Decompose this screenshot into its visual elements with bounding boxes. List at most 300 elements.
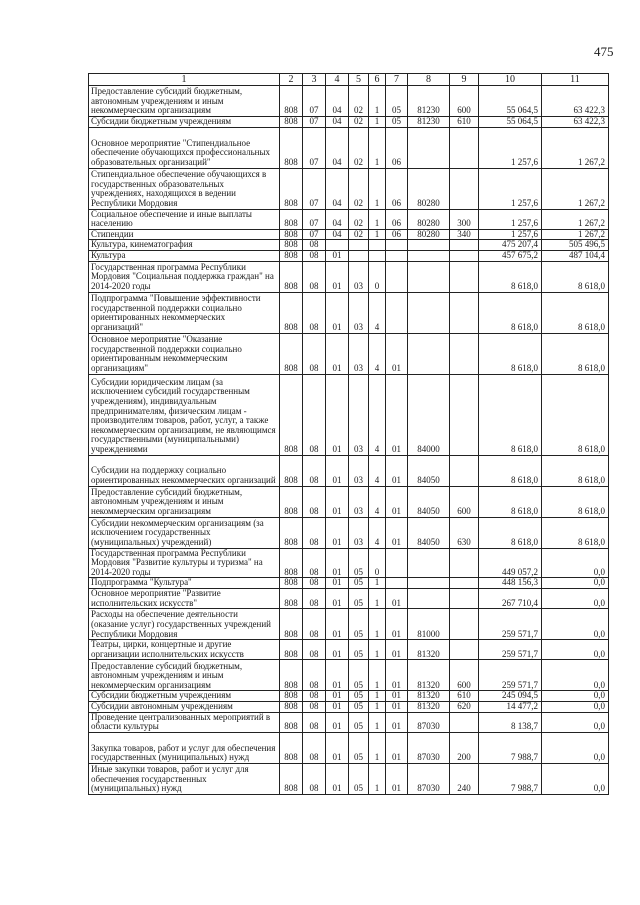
code-cell (386, 578, 408, 589)
amount-cell: 8 618,0 (542, 333, 609, 374)
code-cell: 04 (326, 209, 349, 229)
amount-cell: 475 207,4 (479, 240, 542, 251)
code-cell: 808 (280, 712, 303, 732)
code-cell (450, 127, 479, 168)
code-cell: 01 (326, 588, 349, 608)
amount-cell: 8 618,0 (479, 374, 542, 455)
code-cell: 07 (303, 209, 326, 229)
code-cell: 08 (303, 250, 326, 261)
code-cell: 08 (303, 486, 326, 517)
row-name-cell: Закупка товаров, работ и услуг для обеспечения государственных (муниципальных) нужд (89, 732, 280, 763)
code-cell: 1 (369, 763, 386, 794)
code-cell: 01 (326, 292, 349, 333)
code-cell (450, 374, 479, 455)
table-row (89, 374, 609, 455)
code-cell: 02 (349, 168, 369, 209)
table-row (89, 168, 609, 209)
code-cell (450, 712, 479, 732)
code-cell (450, 168, 479, 209)
code-cell: 07 (303, 229, 326, 240)
code-cell: 600 (450, 486, 479, 517)
table-row (89, 660, 609, 691)
code-cell: 0 (369, 548, 386, 578)
amount-cell: 1 267,2 (542, 168, 609, 209)
amount-cell: 1 257,6 (479, 127, 542, 168)
amount-cell: 0,0 (542, 691, 609, 702)
amount-cell: 8 618,0 (479, 455, 542, 486)
code-cell: 610 (450, 117, 479, 128)
code-cell: 87030 (408, 712, 450, 732)
amount-cell: 55 064,5 (479, 86, 542, 117)
code-cell (408, 588, 450, 608)
code-cell (386, 292, 408, 333)
code-cell: 610 (450, 691, 479, 702)
code-cell: 05 (349, 691, 369, 702)
code-cell: 08 (303, 732, 326, 763)
table-row (89, 117, 609, 128)
amount-cell: 8 618,0 (542, 261, 609, 292)
table-row (89, 712, 609, 732)
amount-cell: 0,0 (542, 640, 609, 660)
table-row (89, 548, 609, 578)
row-name-cell: Субсидии бюджетным учреждениям (89, 691, 280, 702)
row-name-cell: Предоставление субсидий бюджетным, автономным учреждениям и иным некоммерческим организациям (89, 660, 280, 691)
code-cell (408, 250, 450, 261)
code-cell: 01 (386, 486, 408, 517)
code-cell: 03 (349, 517, 369, 548)
code-cell (408, 578, 450, 589)
code-cell (450, 333, 479, 374)
code-cell: 808 (280, 333, 303, 374)
amount-cell: 8 138,7 (479, 712, 542, 732)
row-name-cell: Субсидии автономным учреждениям (89, 701, 280, 712)
amount-cell: 8 618,0 (542, 292, 609, 333)
row-name-cell: Стипендиальное обеспечение обучающихся в государственных образовательных учреждениях, находящихся в ведении Республики Мордовия (89, 168, 280, 209)
code-cell (349, 240, 369, 251)
code-cell: 84000 (408, 374, 450, 455)
code-cell: 05 (386, 86, 408, 117)
amount-cell: 0,0 (542, 588, 609, 608)
code-cell: 08 (303, 374, 326, 455)
row-name-cell: Культура (89, 250, 280, 261)
row-name-cell: Основное мероприятие "Развитие исполнительских искусств" (89, 588, 280, 608)
code-cell: 03 (349, 455, 369, 486)
code-cell: 06 (386, 168, 408, 209)
code-cell: 02 (349, 229, 369, 240)
code-cell: 08 (303, 763, 326, 794)
code-cell: 06 (386, 127, 408, 168)
code-cell: 1 (369, 168, 386, 209)
amount-cell: 7 988,7 (479, 732, 542, 763)
code-cell: 01 (326, 517, 349, 548)
amount-cell: 55 064,5 (479, 117, 542, 128)
code-cell: 808 (280, 486, 303, 517)
code-cell: 08 (303, 333, 326, 374)
code-cell: 80280 (408, 209, 450, 229)
code-cell: 02 (349, 127, 369, 168)
code-cell: 81000 (408, 609, 450, 640)
code-cell: 808 (280, 168, 303, 209)
code-cell: 01 (326, 455, 349, 486)
code-cell: 81320 (408, 640, 450, 660)
header-cell: 2 (280, 74, 303, 86)
code-cell (326, 240, 349, 251)
code-cell: 01 (326, 691, 349, 702)
code-cell: 0 (369, 261, 386, 292)
budget-table (88, 73, 609, 795)
amount-cell: 8 618,0 (479, 261, 542, 292)
code-cell: 01 (326, 763, 349, 794)
code-cell: 81230 (408, 86, 450, 117)
amount-cell: 8 618,0 (542, 455, 609, 486)
header-cell: 5 (349, 74, 369, 86)
header-cell: 4 (326, 74, 349, 86)
code-cell: 04 (326, 229, 349, 240)
amount-cell: 8 618,0 (479, 517, 542, 548)
amount-cell: 8 618,0 (479, 486, 542, 517)
amount-cell: 457 675,2 (479, 250, 542, 261)
amount-cell: 7 988,7 (479, 763, 542, 794)
amount-cell: 0,0 (542, 712, 609, 732)
code-cell: 808 (280, 292, 303, 333)
table-row (89, 250, 609, 261)
table-row (89, 240, 609, 251)
table-row (89, 333, 609, 374)
table-row (89, 691, 609, 702)
code-cell: 808 (280, 578, 303, 589)
code-cell: 05 (349, 609, 369, 640)
row-name-cell: Стипендии (89, 229, 280, 240)
code-cell: 4 (369, 455, 386, 486)
code-cell: 01 (386, 333, 408, 374)
row-name-cell: Субсидии некоммерческим организациям (за исключением государственных (муниципальных) учреждений) (89, 517, 280, 548)
amount-cell: 487 104,4 (542, 250, 609, 261)
row-name-cell: Основное мероприятие "Стипендиальное обеспечение обучающихся профессиональных образовательных организаций" (89, 127, 280, 168)
code-cell (450, 240, 479, 251)
amount-cell: 1 267,2 (542, 229, 609, 240)
amount-cell: 449 057,2 (479, 548, 542, 578)
row-name-cell: Подпрограмма "Культура" (89, 578, 280, 589)
code-cell: 08 (303, 578, 326, 589)
row-name-cell: Театры, цирки, концертные и другие организации исполнительских искусств (89, 640, 280, 660)
code-cell (450, 455, 479, 486)
code-cell: 1 (369, 127, 386, 168)
code-cell: 03 (349, 261, 369, 292)
table-row (89, 701, 609, 712)
amount-cell: 1 257,6 (479, 229, 542, 240)
code-cell: 03 (349, 333, 369, 374)
amount-cell: 1 257,6 (479, 209, 542, 229)
code-cell: 08 (303, 240, 326, 251)
code-cell: 01 (386, 640, 408, 660)
code-cell: 02 (349, 86, 369, 117)
code-cell (450, 640, 479, 660)
code-cell: 84050 (408, 517, 450, 548)
table-row (89, 86, 609, 117)
code-cell (450, 609, 479, 640)
code-cell: 1 (369, 732, 386, 763)
code-cell: 80280 (408, 168, 450, 209)
code-cell: 03 (349, 292, 369, 333)
code-cell (408, 127, 450, 168)
amount-cell: 1 257,6 (479, 168, 542, 209)
code-cell (386, 261, 408, 292)
code-cell: 08 (303, 701, 326, 712)
row-name-cell: Проведение централизованных мероприятий в области культуры (89, 712, 280, 732)
code-cell: 1 (369, 640, 386, 660)
code-cell: 808 (280, 240, 303, 251)
code-cell: 01 (386, 660, 408, 691)
code-cell: 01 (326, 261, 349, 292)
code-cell: 08 (303, 691, 326, 702)
code-cell (450, 548, 479, 578)
table-row (89, 127, 609, 168)
code-cell: 808 (280, 609, 303, 640)
code-cell: 1 (369, 660, 386, 691)
code-cell: 06 (386, 229, 408, 240)
code-cell: 4 (369, 374, 386, 455)
code-cell: 08 (303, 609, 326, 640)
code-cell: 01 (386, 517, 408, 548)
code-cell: 240 (450, 763, 479, 794)
code-cell: 4 (369, 486, 386, 517)
code-cell: 04 (326, 117, 349, 128)
code-cell: 1 (369, 86, 386, 117)
code-cell (450, 578, 479, 589)
code-cell: 600 (450, 660, 479, 691)
code-cell: 01 (326, 660, 349, 691)
code-cell: 08 (303, 588, 326, 608)
amount-cell: 448 156,3 (479, 578, 542, 589)
code-cell: 808 (280, 86, 303, 117)
code-cell: 1 (369, 117, 386, 128)
code-cell (408, 548, 450, 578)
header-cell: 1 (89, 74, 280, 86)
page-number: 475 (594, 44, 614, 59)
code-cell: 808 (280, 229, 303, 240)
code-cell: 07 (303, 86, 326, 117)
code-cell: 200 (450, 732, 479, 763)
code-cell: 808 (280, 640, 303, 660)
code-cell: 01 (326, 374, 349, 455)
code-cell: 03 (349, 374, 369, 455)
table-row (89, 486, 609, 517)
code-cell: 01 (386, 732, 408, 763)
row-name-cell: Иные закупки товаров, работ и услуг для обеспечения государственных (муниципальных) нужд (89, 763, 280, 794)
code-cell (408, 240, 450, 251)
row-name-cell: Субсидии юридическим лицам (за исключением субсидий государственным учреждениям), индивидуальным предпринимателям, физическим лицам - производителям товаров, работ, услуг, а также некоммерческим организациям, не являющимся государственными (муниципальными) учреждениями (89, 374, 280, 455)
amount-cell: 8 618,0 (542, 486, 609, 517)
code-cell: 808 (280, 517, 303, 548)
code-cell: 620 (450, 701, 479, 712)
row-name-cell: Государственная программа Республики Мордовия "Развитие культуры и туризма" на 2014-2020 годы (89, 548, 280, 578)
table-row (89, 292, 609, 333)
amount-cell: 0,0 (542, 732, 609, 763)
code-cell: 05 (349, 588, 369, 608)
code-cell (369, 250, 386, 261)
code-cell: 1 (369, 209, 386, 229)
code-cell: 01 (326, 609, 349, 640)
code-cell: 01 (326, 578, 349, 589)
code-cell: 01 (326, 548, 349, 578)
code-cell: 808 (280, 701, 303, 712)
code-cell (408, 261, 450, 292)
amount-cell: 0,0 (542, 609, 609, 640)
code-cell: 07 (303, 117, 326, 128)
code-cell: 04 (326, 86, 349, 117)
code-cell: 02 (349, 117, 369, 128)
code-cell: 06 (386, 209, 408, 229)
code-cell: 4 (369, 292, 386, 333)
code-cell: 03 (349, 486, 369, 517)
code-cell: 80280 (408, 229, 450, 240)
header-cell: 11 (542, 74, 609, 86)
header-cell: 6 (369, 74, 386, 86)
table-row (89, 763, 609, 794)
code-cell: 07 (303, 168, 326, 209)
amount-cell: 8 618,0 (542, 374, 609, 455)
row-name-cell: Субсидии бюджетным учреждениям (89, 117, 280, 128)
table-row (89, 609, 609, 640)
table-row (89, 640, 609, 660)
code-cell: 1 (369, 588, 386, 608)
code-cell: 1 (369, 691, 386, 702)
header-cell: 10 (479, 74, 542, 86)
amount-cell: 63 422,3 (542, 86, 609, 117)
code-cell: 808 (280, 660, 303, 691)
code-cell: 84050 (408, 455, 450, 486)
code-cell: 05 (349, 548, 369, 578)
amount-cell: 1 267,2 (542, 209, 609, 229)
code-cell (408, 292, 450, 333)
code-cell: 1 (369, 701, 386, 712)
row-name-cell: Предоставление субсидий бюджетным, автономным учреждениям и иным некоммерческим организациям (89, 86, 280, 117)
row-name-cell: Подпрограмма "Повышение эффективности государственной поддержки социально ориентированных некоммерческих организаций" (89, 292, 280, 333)
code-cell: 808 (280, 127, 303, 168)
amount-cell: 14 477,2 (479, 701, 542, 712)
code-cell: 300 (450, 209, 479, 229)
code-cell: 01 (386, 588, 408, 608)
row-name-cell: Государственная программа Республики Мордовия "Социальная поддержка граждан" на 2014-2020 годы (89, 261, 280, 292)
code-cell: 808 (280, 691, 303, 702)
code-cell: 04 (326, 168, 349, 209)
code-cell: 1 (369, 712, 386, 732)
code-cell (408, 333, 450, 374)
code-cell: 07 (303, 127, 326, 168)
code-cell: 01 (386, 609, 408, 640)
amount-cell: 0,0 (542, 578, 609, 589)
code-cell: 87030 (408, 763, 450, 794)
amount-cell: 259 571,7 (479, 640, 542, 660)
code-cell: 08 (303, 640, 326, 660)
code-cell: 01 (386, 374, 408, 455)
code-cell: 81320 (408, 701, 450, 712)
code-cell: 05 (349, 732, 369, 763)
table-row (89, 229, 609, 240)
code-cell: 808 (280, 374, 303, 455)
amount-cell: 259 571,7 (479, 609, 542, 640)
code-cell: 01 (386, 691, 408, 702)
code-cell: 08 (303, 660, 326, 691)
table-header (89, 74, 609, 86)
code-cell: 08 (303, 455, 326, 486)
code-cell (386, 250, 408, 261)
amount-cell: 245 094,5 (479, 691, 542, 702)
code-cell: 01 (326, 250, 349, 261)
code-cell: 1 (369, 609, 386, 640)
table-row (89, 261, 609, 292)
code-cell: 87030 (408, 732, 450, 763)
code-cell: 808 (280, 209, 303, 229)
code-cell: 01 (386, 701, 408, 712)
code-cell: 05 (349, 763, 369, 794)
code-cell: 808 (280, 732, 303, 763)
code-cell: 1 (369, 229, 386, 240)
row-name-cell: Предоставление субсидий бюджетным, автономным учреждениям и иным некоммерческим организациям (89, 486, 280, 517)
header-row (89, 74, 609, 86)
table-row (89, 209, 609, 229)
code-cell (450, 292, 479, 333)
code-cell: 81320 (408, 660, 450, 691)
code-cell: 08 (303, 712, 326, 732)
amount-cell: 259 571,7 (479, 660, 542, 691)
amount-cell: 1 267,2 (542, 127, 609, 168)
code-cell: 01 (326, 701, 349, 712)
amount-cell: 0,0 (542, 660, 609, 691)
code-cell (386, 548, 408, 578)
code-cell: 01 (326, 486, 349, 517)
amount-cell: 63 422,3 (542, 117, 609, 128)
header-cell: 8 (408, 74, 450, 86)
row-name-cell: Основное мероприятие "Оказание государственной поддержки социально ориентированным некоммерческим организациям" (89, 333, 280, 374)
code-cell: 808 (280, 250, 303, 261)
code-cell: 01 (326, 333, 349, 374)
amount-cell: 8 618,0 (542, 517, 609, 548)
code-cell: 01 (386, 712, 408, 732)
amount-cell: 8 618,0 (479, 333, 542, 374)
header-cell: 9 (450, 74, 479, 86)
code-cell: 84050 (408, 486, 450, 517)
table-row (89, 455, 609, 486)
amount-cell: 267 710,4 (479, 588, 542, 608)
code-cell: 630 (450, 517, 479, 548)
row-name-cell: Субсидии на поддержку социально ориентированных некоммерческих организаций (89, 455, 280, 486)
table-row (89, 517, 609, 548)
code-cell: 05 (349, 701, 369, 712)
amount-cell: 0,0 (542, 548, 609, 578)
code-cell: 01 (386, 763, 408, 794)
code-cell: 81320 (408, 691, 450, 702)
code-cell (450, 250, 479, 261)
code-cell: 04 (326, 127, 349, 168)
row-name-cell: Расходы на обеспечение деятельности (оказание услуг) государственных учреждений Республики Мордовия (89, 609, 280, 640)
code-cell: 01 (386, 455, 408, 486)
header-cell: 3 (303, 74, 326, 86)
code-cell (349, 250, 369, 261)
code-cell: 02 (349, 209, 369, 229)
header-cell: 7 (386, 74, 408, 86)
code-cell: 4 (369, 517, 386, 548)
code-cell: 01 (326, 712, 349, 732)
amount-cell: 8 618,0 (479, 292, 542, 333)
code-cell: 340 (450, 229, 479, 240)
code-cell: 808 (280, 588, 303, 608)
code-cell: 808 (280, 548, 303, 578)
row-name-cell: Социальное обеспечение и иные выплаты населению (89, 209, 280, 229)
code-cell: 81230 (408, 117, 450, 128)
code-cell: 08 (303, 517, 326, 548)
code-cell: 05 (349, 640, 369, 660)
